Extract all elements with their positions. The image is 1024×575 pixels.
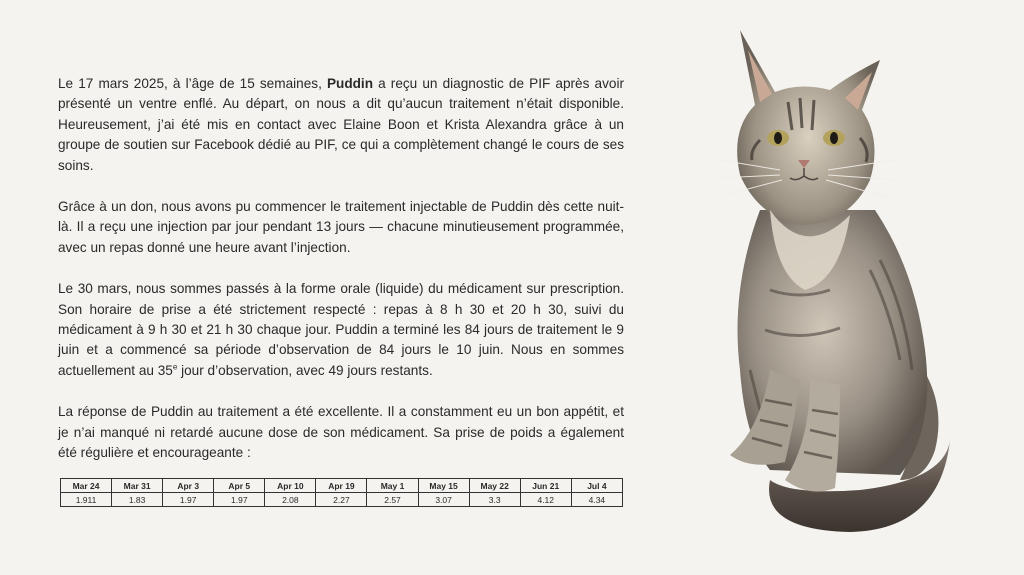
weight-date-cell: Apr 5 [214, 479, 265, 493]
paragraph-3-end: jour d’observation, avec 49 jours restants. [177, 362, 433, 378]
weight-date-cell: May 15 [418, 479, 469, 493]
paragraph-1-rest: a reçu un diagnostic de PIF après avoir présenté un ventre enflé. Au départ, on nous a dit qu’aucun traitement n’était disponible. Heureusement, j’ai été mis en contact avec Elaine Boon et Krista Alexandra grâce à un groupe de soutien sur Facebook dédié au PIF, ce qui a complètement changé le cours de ses soins. [58, 76, 624, 173]
weight-value-cell: 4.34 [571, 493, 622, 507]
weight-value-cell: 1.83 [112, 493, 163, 507]
paragraph-oral-treatment [58, 279, 624, 381]
weight-value-cell: 3.3 [469, 493, 520, 507]
weight-value-cell: 4.12 [520, 493, 571, 507]
weight-value-cell: 1.97 [163, 493, 214, 507]
weight-value-cell: 3.07 [418, 493, 469, 507]
paragraph-injection: Grâce à un don, nous avons pu commencer le traitement injectable de Puddin dès cette nuit-là. Il a reçu une injection par jour pendant 13 jours — chacune minutieusement programmée, avec un repas donné une heure avant l’injection. [58, 199, 624, 255]
weight-date-cell: Jul 4 [571, 479, 622, 493]
superscript-e: e [172, 362, 178, 372]
cat-head [737, 30, 880, 225]
weight-value-cell: 1.911 [61, 493, 112, 507]
weight-value-cell: 2.57 [367, 493, 418, 507]
weight-value-cell: 2.27 [316, 493, 367, 507]
paragraph-1-start: Le 17 mars 2025, à l’âge de 15 semaines, [58, 76, 327, 91]
weight-value-cell: 1.97 [214, 493, 265, 507]
paragraph-diagnosis [58, 74, 624, 176]
paragraph-3-start: Le 30 mars, nous sommes passés à la forme orale (liquide) du médicament sur prescription. Son horaire de prise a été strictement respecté : repas à 8 h 30 et 20 h 30, suivi du médicament à 9 h 30 et 21 h 30 chaque jour. Puddin a terminé les 84 jours de traitement le 9 juin et a commencé sa période d’observation de 84 jours le 10 juin. Nous en sommes actuellement au 35 [58, 281, 624, 378]
weight-table-header-row [61, 479, 623, 493]
weight-date-cell: May 22 [469, 479, 520, 493]
weight-date-cell: Mar 24 [61, 479, 112, 493]
weight-date-cell: Jun 21 [520, 479, 571, 493]
weight-table-value-row [61, 493, 623, 507]
weight-date-cell: Apr 10 [265, 479, 316, 493]
cat-name: Puddin [326, 76, 374, 91]
weight-table [60, 478, 623, 507]
weight-date-cell: Apr 19 [316, 479, 367, 493]
cat-photo [700, 10, 960, 540]
weight-value-cell: 2.08 [265, 493, 316, 507]
paragraph-response: La réponse de Puddin au traitement a été excellente. Il a constamment eu un bon appétit, et je n’ai manqué ni retardé aucune dose de son médicament. Sa prise de poids a également été régulière et encourageante : [58, 404, 624, 461]
tabby-cat-illustration [700, 10, 960, 540]
story-text [58, 74, 624, 470]
weight-date-cell: Apr 3 [163, 479, 214, 493]
weight-date-cell: May 1 [367, 479, 418, 493]
weight-date-cell: Mar 31 [112, 479, 163, 493]
